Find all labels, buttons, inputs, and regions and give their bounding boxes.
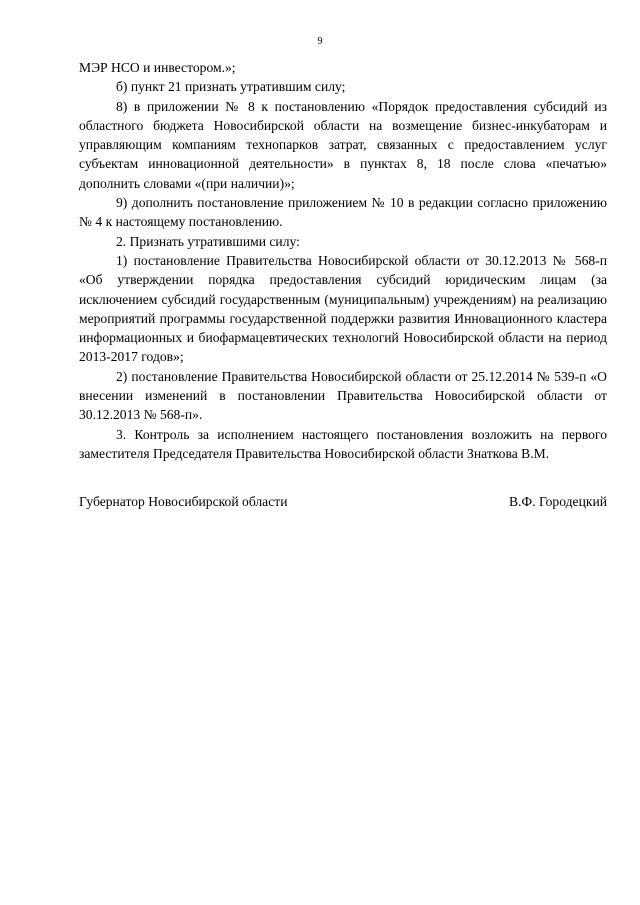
page-number: 9 xyxy=(317,36,323,47)
paragraph: б) пункт 21 признать утратившим силу; xyxy=(116,79,346,95)
signatory-name: В.Ф. Городецкий xyxy=(508,494,607,509)
paragraph: 2. Признать утратившими силу: xyxy=(116,233,300,249)
signature-block xyxy=(79,492,607,511)
paragraph: 8) в приложении № 8 к постановлению «Порядок предоставления субсидий из областного бюджета Новосибирской области на возмещение бизнес-инкубаторам и управляющим компаниям технопарков затрат, связанных с предоставлением услуг субъектам инновационной деятельности» в пунктах 8, 18 после слова «печатью» дополнить словами «(при наличии)»; xyxy=(79,98,607,191)
document-body xyxy=(79,58,607,463)
paragraph: 3. Контроль за исполнением настоящего постановления возложить на первого заместителя Председателя Правительства Новосибирской области Знаткова В.М. xyxy=(79,426,607,461)
paragraph: 2) постановление Правительства Новосибирской области от 25.12.2014 № 539-п «О внесении изменений в постановлении Правительства Новосибирской области от 30.12.2013 № 568-п». xyxy=(79,368,607,423)
paragraph: МЭР НСО и инвестором.»; xyxy=(79,60,236,75)
signatory-position: Губернатор Новосибирской области xyxy=(79,494,288,509)
paragraph: 1) постановление Правительства Новосибирской области от 30.12.2013 № 568-п «Об утверждении порядка предоставления субсидий юридическим лицам (за исключением субсидий государственным (муниципальным) учреждениям) на реализацию мероприятий программы государственной поддержки развития Инновационного кластера информационных и биофармацевтических технологий Новосибирской области на период 2013-2017 годов»; xyxy=(79,252,607,365)
paragraph: 9) дополнить постановление приложением № 10 в редакции согласно приложению № 4 к настоящему постановлению. xyxy=(79,195,607,230)
